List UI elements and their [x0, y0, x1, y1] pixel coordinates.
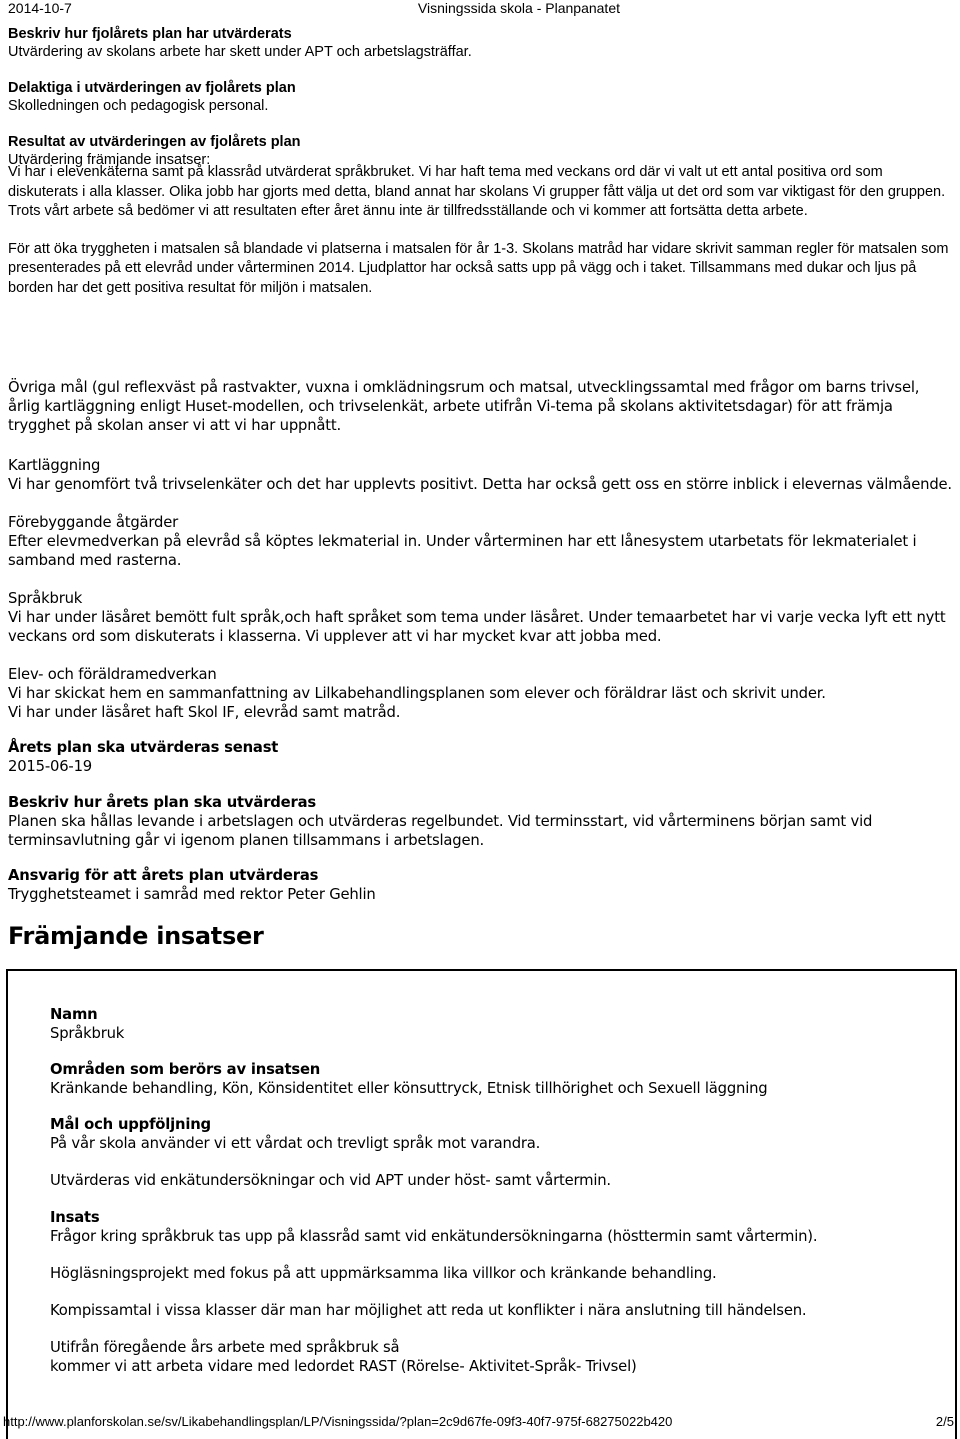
field-value: Högläsningsprojekt med fokus på att uppmärksamma lika villkor och kränkande behandling. [50, 1265, 717, 1282]
page-number: 2/5 [935, 1414, 954, 1429]
field-value: Utvärdering främjande insatser: [8, 152, 211, 168]
insats-content [50, 1005, 930, 1393]
insats-actions-group [50, 1208, 930, 1376]
field-responsible [8, 866, 953, 904]
subsection-text: Vi har under läsåret bemött fult språk,och haft språket som tema under läsåret. Under temaarbetet har vi varje vecka lyft ett nytt veckans ord som diskuterats i klasserna. Vi upplever att vi har mycket kvar att jobba med. [8, 609, 946, 645]
subsection-label: Förebyggande åtgärder [8, 514, 179, 531]
subsection-label: Kartläggning [8, 457, 101, 474]
field-value: Skolledningen och pedagogisk personal. [8, 98, 269, 114]
field-value: Språkbruk [50, 1025, 125, 1042]
field-value: Utifrån föregående års arbete med språkbruk så [50, 1339, 400, 1356]
subsection-kartlaggning [8, 456, 953, 494]
subsection-text: Efter elevmedverkan på elevråd så köptes lekmaterial in. Under vårterminen har ett lånesystem utarbetats för lekmaterialet i samband med rasterna. [8, 533, 917, 569]
field-label: Delaktiga i utvärderingen av fjolårets plan [8, 80, 296, 96]
subsection-forebyggande [8, 513, 953, 570]
subsection-label: Språkbruk [8, 590, 83, 607]
field-label: Beskriv hur fjolårets plan har utvärderats [8, 26, 292, 42]
insats-goals-group [50, 1115, 930, 1190]
field-label: Beskriv hur årets plan ska utvärderas [8, 794, 316, 811]
field-value: Trygghetsteamet i samråd med rektor Peter Gehlin [8, 886, 376, 903]
print-date: 2014-10-7 [8, 0, 72, 16]
field-label: Insats [50, 1209, 100, 1226]
field-value: Kompissamtal i vissa klasser där man har möjlighet att reda ut konflikter i nära anslutning till händelsen. [50, 1302, 807, 1319]
field-value: kommer vi att arbeta vidare med ledordet RAST (Rörelse- Aktivitet-Språk- Trivsel) [50, 1358, 637, 1375]
evaluation-results [8, 163, 953, 316]
field-evaluation-deadline [8, 738, 953, 776]
field-label: Resultat av utvärderingen av fjolårets plan [8, 134, 301, 150]
print-url: http://www.planforskolan.se/sv/Likabehandlingsplan/LP/Visningssida/?plan=2c9d67fe-09f3-40f7-975f-68275022b420 [3, 1414, 673, 1429]
result-paragraph: Vi har i elevenkäterna samt på klassråd utvärderat språkbruket. Vi har haft tema med veckans ord där vi valt ut ett antal positiva ord som diskuterats i alla klasser. Olika jobb har gjorts med detta, bland annat har skolans Vi grupper fått välja ut det ord som var viktigast för den gruppen. Trots vårt arbete så bedömer vi att resultaten efter året ännu inte är tillfredsställande och vi kommer att fortsätta detta arbete. [8, 164, 946, 219]
field-label: Områden som berörs av insatsen [50, 1061, 321, 1078]
field-value: Planen ska hållas levande i arbetslagen och utvärderas regelbundet. Vid terminsstart, vid vårterminens början samt vid terminsavlutning går vi igenom planen tillsammans i arbetslagen. [8, 813, 873, 849]
field-label: Mål och uppföljning [50, 1116, 211, 1133]
field-value: På vår skola använder vi ett vårdat och trevligt språk mot varandra. [50, 1135, 541, 1152]
field-value: Utvärdering av skolans arbete har skett under APT och arbetslagsträffar. [8, 44, 472, 60]
ovriga-mal [8, 378, 953, 435]
result-paragraph: För att öka tryggheten i matsalen så blandade vi platserna i matsalen för år 1-3. Skolans matråd har vidare skrivit samman regler för matsalen som presenterades på ett elevråd under vårterminen 2014. Ljudplattor har också satts upp på vägg och i taket. Tillsammans med dukar och ljus på borden har det gett positiva resultat för miljön i matsalen. [8, 240, 949, 296]
ovriga-paragraph: Övriga mål (gul reflexväst på rastvakter, vuxna i omklädningsrum och matsal, utvecklingssamtal med frågor om barns trivsel, årlig kartläggning enligt Huset-modellen, och trivselenkät, arbete utifrån Vi-tema på skolans aktivitetsdagar) för att främja trygghet på skolan anser vi att vi har uppnått. [8, 379, 920, 434]
field-label: Namn [50, 1006, 98, 1023]
insats-name-group [50, 1005, 930, 1043]
subsection-text: Vi har genomfört två trivselenkäter och det har upplevts positivt. Detta har också gett oss en större inblick i elevernas välmående. [8, 476, 952, 493]
field-evaluation-method [8, 793, 953, 850]
insats-box [6, 969, 957, 1439]
subsection-text: Vi har skickat hem en sammanfattning av Lilkabehandlingsplanen som elever och föräldrar läst och skrivit under. [8, 685, 826, 702]
field-value: Kränkande behandling, Kön, Könsidentitet eller könsuttryck, Etnisk tillhörighet och Sexuell läggning [50, 1080, 768, 1097]
field-label: Ansvarig för att årets plan utvärderas [8, 867, 319, 884]
insats-areas-group [50, 1060, 930, 1098]
subsection-sprakbruk [8, 589, 953, 646]
section-heading: Främjande insatser [8, 922, 264, 950]
subsection-text: Vi har under läsåret haft Skol IF, elevråd samt matråd. [8, 704, 401, 721]
field-value: 2015-06-19 [8, 758, 92, 775]
subsection-elev-foraldra [8, 665, 953, 722]
field-label: Årets plan ska utvärderas senast [8, 739, 279, 756]
field-value: Frågor kring språkbruk tas upp på klassråd samt vid enkätundersökningarna (hösttermin samt vårtermin). [50, 1228, 818, 1245]
field-value: Utvärderas vid enkätundersökningar och vid APT under höst- samt vårtermin. [50, 1172, 611, 1189]
subsection-label: Elev- och föräldramedverkan [8, 666, 217, 683]
print-page-title: Visningssida skola - Planpanatet [417, 0, 620, 16]
